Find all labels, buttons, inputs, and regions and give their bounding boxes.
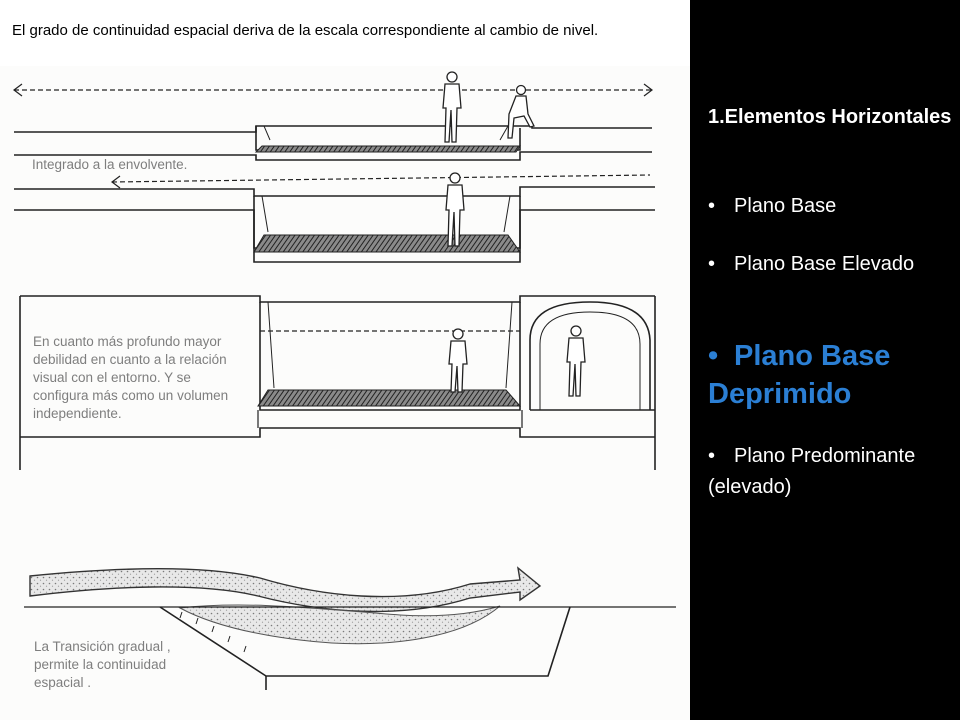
sidebar-item-plano-base-elevado [708, 249, 952, 280]
sidebar-item-plano-base [708, 193, 952, 219]
bullet-icon: • [708, 253, 716, 275]
sidebar-item-plano-predominante [708, 441, 952, 503]
caption-top-text: El grado de continuidad espacial deriva de la escala correspondiente al cambio de nivel. [12, 22, 599, 39]
sidebar-item-plano-base-deprimido [708, 337, 952, 413]
person-figure [443, 72, 461, 142]
seated-person-figure [508, 86, 534, 139]
caption-top [0, 0, 690, 66]
person-figure [449, 329, 467, 392]
bullet-icon: • [708, 195, 716, 217]
flow-arrow [30, 568, 540, 611]
sidebar-item-label: Plano Base Elevado [734, 253, 915, 275]
person-figure [567, 326, 585, 396]
note-deeper: En cuanto más profundo mayor debilidad en cuanto a la relación visual con el entorno. Y se configura más como un volumen independiente. [33, 334, 229, 421]
note-integrated: Integrado a la envolvente. [32, 157, 188, 172]
bullet-icon: • [708, 340, 719, 372]
bullet-icon: • [708, 445, 716, 467]
section-sketch-1 [14, 72, 652, 160]
sidebar [690, 0, 960, 720]
sidebar-item-label: Plano Base [734, 195, 837, 217]
sidebar-item-label: Plano Base Deprimido [708, 340, 891, 410]
note-transition: La Transición gradual , permite la continuidad espacial . [34, 639, 171, 690]
sidebar-heading: 1.Elementos Horizontales [708, 106, 952, 128]
section-sketch-2 [14, 173, 655, 262]
sidebar-item-label: Plano Predominante (elevado) [708, 445, 916, 498]
